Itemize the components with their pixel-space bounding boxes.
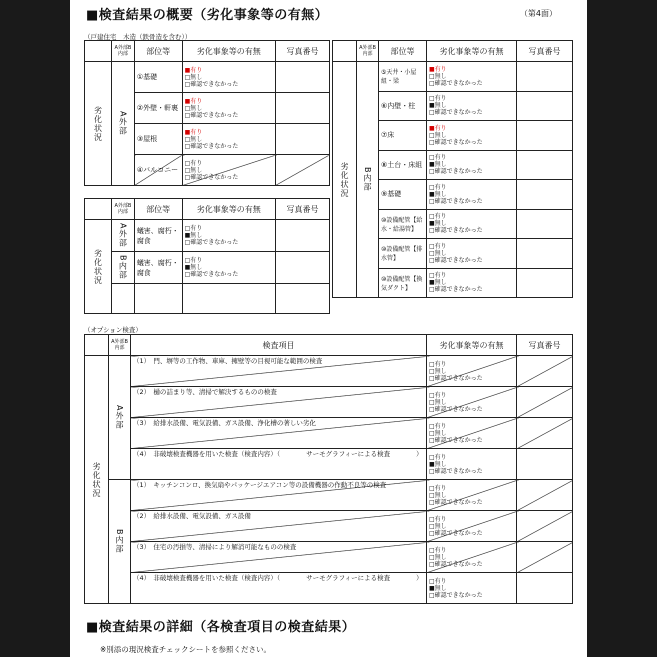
presence-cell bbox=[427, 62, 517, 92]
part-cell: ⑩設備配管【排水管】 bbox=[379, 239, 427, 269]
checkbox-option[interactable]: ■無し bbox=[184, 264, 203, 271]
corner-cell bbox=[85, 335, 109, 356]
group-label-interior: B内部 bbox=[109, 480, 131, 604]
checkbox-option[interactable]: □確認できなかった bbox=[429, 227, 483, 235]
photo-cell[interactable] bbox=[517, 62, 573, 92]
part-header: 部位等 bbox=[134, 199, 182, 220]
checkbox-option[interactable]: □有り bbox=[184, 159, 203, 167]
checkbox-option[interactable]: □有り bbox=[184, 225, 203, 232]
part-cell: ⑦床 bbox=[379, 121, 427, 151]
checkbox-option[interactable]: □確認できなかった bbox=[429, 591, 483, 599]
photo-cell[interactable] bbox=[517, 180, 573, 210]
corner-cell bbox=[85, 199, 112, 220]
empty-cell bbox=[111, 284, 134, 314]
inspection-item-cell: （4） 非破壊検査機器を用いた検査（検査内容）（ サーモグラフィーによる検査 ） bbox=[131, 573, 427, 604]
photo-header: 写真番号 bbox=[275, 41, 329, 62]
checkbox-option[interactable]: □確認できなかった bbox=[429, 79, 483, 87]
presence-cell bbox=[427, 573, 517, 604]
checkbox-option[interactable]: □無し bbox=[184, 135, 203, 143]
table-row bbox=[85, 449, 573, 480]
presence-header: 劣化事象等の有無 bbox=[182, 41, 275, 62]
checkbox-option[interactable]: □有り bbox=[429, 360, 447, 368]
page-title: ■検査結果の概要（劣化事象等の有無） bbox=[86, 8, 329, 23]
photo-cell[interactable] bbox=[517, 480, 573, 511]
section-title-details: ■検査結果の詳細（各検査項目の検査結果） bbox=[86, 620, 356, 635]
checkbox-option[interactable]: ■無し bbox=[429, 102, 447, 110]
presence-cell bbox=[427, 268, 517, 298]
ab-header: A外部B内部 bbox=[109, 335, 131, 356]
ab-header: A外部B内部 bbox=[357, 41, 379, 62]
presence-options bbox=[429, 454, 514, 475]
checkbox-option[interactable]: □有り bbox=[429, 577, 447, 585]
presence-options bbox=[429, 125, 514, 146]
page-number: （第4面） bbox=[519, 9, 557, 18]
presence-cell bbox=[182, 62, 275, 93]
checkbox-option[interactable]: □無し bbox=[429, 398, 447, 406]
empty-cell bbox=[182, 284, 275, 314]
part-header: 部位等 bbox=[379, 41, 427, 62]
checkbox-option[interactable]: ■無し bbox=[429, 460, 447, 468]
presence-cell bbox=[427, 418, 517, 449]
part-cell: ②外壁・軒裏 bbox=[134, 93, 182, 124]
table-row bbox=[85, 542, 573, 573]
item-header: 検査項目 bbox=[131, 335, 427, 356]
checkbox-option[interactable]: ■無し bbox=[429, 220, 447, 228]
presence-options bbox=[185, 129, 273, 150]
photo-cell[interactable] bbox=[517, 387, 573, 418]
presence-header: 劣化事象等の有無 bbox=[427, 41, 517, 62]
status-label: 劣化状況 bbox=[85, 220, 112, 314]
presence-options bbox=[429, 516, 514, 537]
inspection-item-cell: （4） 非破壊検査機器を用いた検査（検査内容）（ サーモグラフィーによる検査 ） bbox=[131, 449, 427, 480]
checkbox-option[interactable]: □有り bbox=[429, 213, 447, 221]
checkbox-option[interactable]: ■有り bbox=[429, 65, 447, 73]
checkbox-option[interactable]: □無し bbox=[429, 249, 447, 257]
inspection-item-cell: （1） 門、塀等の工作物、車庫、擁壁等の目視可能な範囲の検査 bbox=[131, 356, 427, 387]
presence-header: 劣化事象等の有無 bbox=[182, 199, 275, 220]
checkbox-option[interactable]: □確認できなかった bbox=[429, 286, 483, 294]
photo-cell[interactable] bbox=[517, 268, 573, 298]
table-row bbox=[85, 62, 330, 93]
table-row bbox=[85, 387, 573, 418]
photo-cell[interactable] bbox=[275, 93, 329, 124]
checkbox-option[interactable]: □無し bbox=[429, 491, 447, 499]
ab-header: A外部B内部 bbox=[111, 199, 134, 220]
part-cell: ⑥内壁・柱 bbox=[379, 91, 427, 121]
checkbox-option[interactable]: □無し bbox=[429, 367, 447, 375]
checkbox-option[interactable]: □確認できなかった bbox=[184, 271, 239, 278]
checkbox-option[interactable]: ■無し bbox=[429, 584, 447, 592]
checkbox-option[interactable]: □確認できなかった bbox=[429, 436, 483, 444]
table-row bbox=[85, 573, 573, 604]
checkbox-option[interactable]: □確認できなかった bbox=[429, 197, 483, 205]
status-label: 劣化状況 bbox=[85, 62, 112, 186]
presence-options bbox=[429, 213, 514, 234]
checkbox-option[interactable]: □有り bbox=[184, 257, 203, 264]
presence-cell bbox=[427, 511, 517, 542]
group-cell: A外部 bbox=[111, 220, 134, 252]
presence-cell bbox=[427, 91, 517, 121]
presence-options bbox=[429, 578, 514, 599]
checkbox-option[interactable]: ■有り bbox=[184, 97, 203, 105]
photo-header: 写真番号 bbox=[517, 41, 573, 62]
checkbox-option[interactable]: ■無し bbox=[429, 161, 447, 169]
table-row bbox=[85, 220, 330, 252]
corner-cell bbox=[333, 41, 357, 62]
part-cell: ①基礎 bbox=[134, 62, 182, 93]
photo-cell[interactable] bbox=[517, 418, 573, 449]
photo-cell[interactable] bbox=[517, 511, 573, 542]
inspection-item-cell: （1） キッチンコンロ、換気扇やパッケージエアコン等の設備機器の作動不良等の検査 bbox=[131, 480, 427, 511]
checkbox-option[interactable]: ■無し bbox=[184, 232, 203, 239]
inspection-item-cell: （2） 樋の詰まり等、清掃で解決するものの検査 bbox=[131, 387, 427, 418]
checkbox-option[interactable]: □無し bbox=[184, 166, 203, 174]
group-label-exterior: A外部 bbox=[109, 356, 131, 480]
presence-cell bbox=[427, 356, 517, 387]
checkbox-option[interactable]: ■無し bbox=[429, 190, 447, 198]
presence-cell bbox=[182, 220, 275, 252]
photo-cell[interactable] bbox=[517, 239, 573, 269]
photo-header: 写真番号 bbox=[275, 199, 329, 220]
checkbox-option[interactable]: □有り bbox=[429, 154, 447, 162]
photo-cell[interactable] bbox=[275, 124, 329, 155]
option-inspection-label: （オプション検査） bbox=[84, 326, 142, 334]
termite-table bbox=[84, 198, 330, 314]
checkbox-option[interactable]: □確認できなかった bbox=[429, 138, 483, 146]
part-cell: 蟻害、腐朽・腐食 bbox=[134, 252, 182, 284]
presence-options bbox=[429, 392, 514, 413]
inspection-item-cell: （2） 給排水設備、電気設備、ガス設備 bbox=[131, 511, 427, 542]
checkbox-option[interactable]: ■有り bbox=[429, 124, 447, 132]
status-label: 劣化状況 bbox=[85, 356, 109, 604]
presence-cell bbox=[182, 155, 275, 186]
checkbox-option[interactable]: □無し bbox=[429, 131, 447, 139]
checkbox-option[interactable]: □無し bbox=[429, 429, 447, 437]
part-cell: ④バルコニー bbox=[134, 155, 182, 186]
checkbox-option[interactable]: □確認できなかった bbox=[429, 467, 483, 475]
presence-options bbox=[429, 485, 514, 506]
checkbox-option[interactable]: □無し bbox=[184, 104, 203, 112]
presence-cell bbox=[427, 239, 517, 269]
checkbox-option[interactable]: □有り bbox=[429, 422, 447, 430]
presence-options bbox=[429, 66, 514, 87]
presence-options bbox=[429, 154, 514, 175]
photo-cell[interactable] bbox=[517, 209, 573, 239]
photo-header: 写真番号 bbox=[517, 335, 573, 356]
presence-options bbox=[185, 257, 273, 278]
table-row-empty bbox=[85, 284, 330, 314]
checkbox-option[interactable]: □確認できなかった bbox=[184, 239, 239, 246]
photo-cell[interactable] bbox=[275, 220, 329, 252]
part-cell: ⑤天井・小屋組・梁 bbox=[379, 62, 427, 92]
checkbox-option[interactable]: □無し bbox=[184, 73, 203, 81]
photo-cell[interactable] bbox=[517, 449, 573, 480]
part-cell: 蟻害、腐朽・腐食 bbox=[134, 220, 182, 252]
photo-cell[interactable] bbox=[517, 573, 573, 604]
table-row bbox=[85, 252, 330, 284]
group-label-exterior: A外部 bbox=[111, 62, 134, 186]
checkbox-option[interactable]: ■有り bbox=[184, 128, 203, 136]
presence-cell bbox=[182, 93, 275, 124]
checkbox-option[interactable]: □確認できなかった bbox=[429, 560, 483, 568]
presence-options bbox=[185, 98, 273, 119]
presence-cell bbox=[182, 124, 275, 155]
checkbox-option[interactable]: □有り bbox=[429, 546, 447, 554]
presence-cell bbox=[427, 449, 517, 480]
checkbox-option[interactable]: □有り bbox=[429, 183, 447, 191]
presence-cell bbox=[427, 209, 517, 239]
checkbox-option[interactable]: □無し bbox=[429, 553, 447, 561]
presence-cell bbox=[427, 542, 517, 573]
empty-cell bbox=[275, 284, 329, 314]
checkbox-option[interactable]: □確認できなかった bbox=[184, 80, 239, 88]
presence-options bbox=[429, 547, 514, 568]
presence-options bbox=[185, 225, 273, 246]
ab-header: A外部B内部 bbox=[111, 41, 134, 62]
photo-cell[interactable] bbox=[275, 62, 329, 93]
table-row bbox=[85, 356, 573, 387]
footnote: ※別添の現況検査チェックシートを参照ください。 bbox=[100, 645, 272, 654]
checkbox-option[interactable]: □有り bbox=[429, 515, 447, 523]
checkbox-option[interactable]: □有り bbox=[429, 242, 447, 250]
presence-options bbox=[185, 67, 273, 88]
presence-cell bbox=[427, 180, 517, 210]
checkbox-option[interactable]: □有り bbox=[429, 272, 447, 280]
option-table bbox=[84, 334, 573, 604]
inspection-item-cell: （3） 住宅の汚損等、清掃により解消可能なものの検査 bbox=[131, 542, 427, 573]
group-cell: B内部 bbox=[111, 252, 134, 284]
presence-options bbox=[185, 160, 273, 181]
presence-cell bbox=[182, 252, 275, 284]
part-header: 部位等 bbox=[134, 41, 182, 62]
photo-cell[interactable] bbox=[275, 252, 329, 284]
photo-cell[interactable] bbox=[517, 542, 573, 573]
presence-cell bbox=[427, 387, 517, 418]
presence-options bbox=[429, 272, 514, 293]
part-cell: ⑩設備配管【換気ダクト】 bbox=[379, 268, 427, 298]
building-type-label: （戸建住宅 木造（鉄骨造を含む）） bbox=[84, 33, 192, 41]
presence-cell bbox=[427, 150, 517, 180]
group-label-interior: B内部 bbox=[357, 62, 379, 298]
presence-header: 劣化事象等の有無 bbox=[427, 335, 517, 356]
checkbox-option[interactable]: ■有り bbox=[184, 66, 203, 74]
checkbox-option[interactable]: □無し bbox=[429, 522, 447, 530]
interior-table bbox=[332, 40, 573, 298]
checkbox-option[interactable]: □確認できなかった bbox=[429, 498, 483, 506]
presence-options bbox=[429, 361, 514, 382]
photo-cell[interactable] bbox=[275, 155, 329, 186]
corner-cell bbox=[85, 41, 112, 62]
checkbox-option[interactable]: □有り bbox=[429, 95, 447, 103]
checkbox-option[interactable]: □確認できなかった bbox=[184, 142, 239, 150]
photo-cell[interactable] bbox=[517, 150, 573, 180]
status-label: 劣化状況 bbox=[333, 62, 357, 298]
empty-cell bbox=[134, 284, 182, 314]
checkbox-option[interactable]: ■無し bbox=[429, 279, 447, 287]
photo-cell[interactable] bbox=[517, 121, 573, 151]
presence-cell bbox=[427, 121, 517, 151]
checkbox-option[interactable]: □確認できなかった bbox=[429, 529, 483, 537]
presence-cell bbox=[427, 480, 517, 511]
table-row bbox=[85, 418, 573, 449]
part-cell: ⑩設備配管【給水・給湯管】 bbox=[379, 209, 427, 239]
presence-options bbox=[429, 243, 514, 264]
table-row bbox=[85, 480, 573, 511]
checkbox-option[interactable]: □確認できなかった bbox=[429, 168, 483, 176]
checkbox-option[interactable]: □有り bbox=[429, 453, 447, 461]
presence-options bbox=[429, 95, 514, 116]
presence-options bbox=[429, 423, 514, 444]
part-cell: ③屋根 bbox=[134, 124, 182, 155]
checkbox-option[interactable]: □確認できなかった bbox=[184, 173, 239, 181]
table-row bbox=[85, 511, 573, 542]
presence-options bbox=[429, 184, 514, 205]
photo-cell[interactable] bbox=[517, 356, 573, 387]
checkbox-option[interactable]: □確認できなかった bbox=[429, 374, 483, 382]
checkbox-option[interactable]: □有り bbox=[429, 391, 447, 399]
checkbox-option[interactable]: □確認できなかった bbox=[429, 405, 483, 413]
inspection-report-page bbox=[70, 0, 587, 657]
checkbox-option[interactable]: □有り bbox=[429, 484, 447, 492]
part-cell: ⑨基礎 bbox=[379, 180, 427, 210]
checkbox-option[interactable]: □確認できなかった bbox=[429, 256, 483, 264]
inspection-item-cell: （3） 給排水設備、電気設備、ガス設備、浄化槽の著しい劣化 bbox=[131, 418, 427, 449]
table-row bbox=[333, 62, 573, 92]
checkbox-option[interactable]: □確認できなかった bbox=[184, 111, 239, 119]
photo-cell[interactable] bbox=[517, 91, 573, 121]
checkbox-option[interactable]: □無し bbox=[429, 72, 447, 80]
exterior-table bbox=[84, 40, 330, 186]
checkbox-option[interactable]: □確認できなかった bbox=[429, 109, 483, 117]
part-cell: ⑧土台・床組 bbox=[379, 150, 427, 180]
